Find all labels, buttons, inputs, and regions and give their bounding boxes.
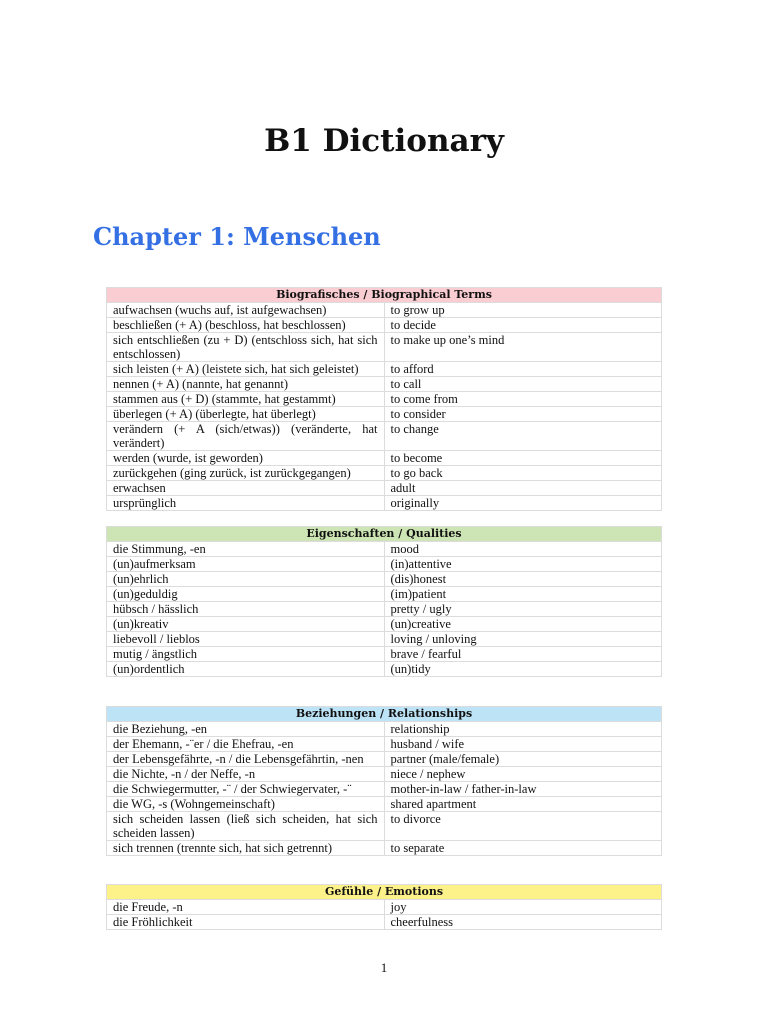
emotions-table	[106, 884, 662, 930]
english-translation: (in)attentive	[384, 557, 662, 572]
table-row	[107, 572, 662, 587]
german-term: die Nichte, -n / der Neffe, -n	[107, 767, 385, 782]
table-row	[107, 737, 662, 752]
german-term: sich trennen (trennte sich, hat sich getrennt)	[107, 841, 385, 856]
table-row	[107, 915, 662, 930]
german-term: die Schwiegermutter, -¨ / der Schwiegervater, -¨	[107, 782, 385, 797]
english-translation: pretty / ugly	[384, 602, 662, 617]
english-translation: originally	[384, 496, 662, 511]
english-translation: (dis)honest	[384, 572, 662, 587]
german-term: sich leisten (+ A) (leistete sich, hat sich geleistet)	[107, 362, 385, 377]
german-term: überlegen (+ A) (überlegte, hat überlegt)	[107, 407, 385, 422]
table-row	[107, 812, 662, 841]
english-translation: mood	[384, 542, 662, 557]
table-row	[107, 662, 662, 677]
german-term: ursprünglich	[107, 496, 385, 511]
english-translation: (im)patient	[384, 587, 662, 602]
english-translation: shared apartment	[384, 797, 662, 812]
german-term: verändern (+ A (sich/etwas)) (veränderte, hat verändert)	[107, 422, 385, 451]
german-term: sich entschließen (zu + D) (entschloss sich, hat sich entschlossen)	[107, 333, 385, 362]
german-term: die Beziehung, -en	[107, 722, 385, 737]
table-row	[107, 318, 662, 333]
table-row	[107, 333, 662, 362]
german-term: der Ehemann, -¨er / die Ehefrau, -en	[107, 737, 385, 752]
english-translation: to consider	[384, 407, 662, 422]
table-row	[107, 617, 662, 632]
german-term: zurückgehen (ging zurück, ist zurückgegangen)	[107, 466, 385, 481]
table-row	[107, 481, 662, 496]
english-translation: to decide	[384, 318, 662, 333]
table-row	[107, 632, 662, 647]
table-header-qualities: Eigenschaften / Qualities	[107, 527, 662, 542]
english-translation: loving / unloving	[384, 632, 662, 647]
german-term: stammen aus (+ D) (stammte, hat gestammt)	[107, 392, 385, 407]
document-title: B1 Dictionary	[264, 123, 504, 159]
german-term: sich scheiden lassen (ließ sich scheiden, hat sich scheiden lassen)	[107, 812, 385, 841]
german-term: werden (wurde, ist geworden)	[107, 451, 385, 466]
english-translation: to call	[384, 377, 662, 392]
english-translation: to grow up	[384, 303, 662, 318]
table-row	[107, 767, 662, 782]
chapter-heading: Chapter 1: Menschen	[93, 222, 381, 251]
table-row	[107, 362, 662, 377]
german-term: (un)ehrlich	[107, 572, 385, 587]
english-translation: to change	[384, 422, 662, 451]
qualities-table	[106, 526, 662, 677]
german-term: die Stimmung, -en	[107, 542, 385, 557]
german-term: (un)aufmerksam	[107, 557, 385, 572]
table-row	[107, 900, 662, 915]
german-term: die WG, -s (Wohngemeinschaft)	[107, 797, 385, 812]
german-term: nennen (+ A) (nannte, hat genannt)	[107, 377, 385, 392]
table-row	[107, 303, 662, 318]
table-row	[107, 407, 662, 422]
english-translation: to afford	[384, 362, 662, 377]
table-row	[107, 557, 662, 572]
table-row	[107, 797, 662, 812]
table-row	[107, 466, 662, 481]
english-translation: niece / nephew	[384, 767, 662, 782]
table-row	[107, 496, 662, 511]
english-translation: cheerfulness	[384, 915, 662, 930]
table-header-relationships: Beziehungen / Relationships	[107, 707, 662, 722]
biographical-terms-table	[106, 287, 662, 511]
german-term: erwachsen	[107, 481, 385, 496]
english-translation: husband / wife	[384, 737, 662, 752]
german-term: beschließen (+ A) (beschloss, hat beschlossen)	[107, 318, 385, 333]
table-row	[107, 647, 662, 662]
english-translation: joy	[384, 900, 662, 915]
english-translation: (un)creative	[384, 617, 662, 632]
german-term: (un)geduldig	[107, 587, 385, 602]
table-row	[107, 542, 662, 557]
english-translation: relationship	[384, 722, 662, 737]
table-row	[107, 841, 662, 856]
german-term: mutig / ängstlich	[107, 647, 385, 662]
english-translation: to go back	[384, 466, 662, 481]
english-translation: to divorce	[384, 812, 662, 841]
table-row	[107, 602, 662, 617]
english-translation: partner (male/female)	[384, 752, 662, 767]
german-term: der Lebensgefährte, -n / die Lebensgefährtin, -nen	[107, 752, 385, 767]
table-row	[107, 451, 662, 466]
german-term: die Fröhlichkeit	[107, 915, 385, 930]
german-term: hübsch / hässlich	[107, 602, 385, 617]
english-translation: adult	[384, 481, 662, 496]
german-term: liebevoll / lieblos	[107, 632, 385, 647]
english-translation: to become	[384, 451, 662, 466]
english-translation: brave / fearful	[384, 647, 662, 662]
page-number: 1	[380, 960, 388, 975]
german-term: (un)ordentlich	[107, 662, 385, 677]
german-term: die Freude, -n	[107, 900, 385, 915]
english-translation: to come from	[384, 392, 662, 407]
table-row	[107, 782, 662, 797]
english-translation: to make up one’s mind	[384, 333, 662, 362]
relationships-table	[106, 706, 662, 856]
table-header-biographical: Biografisches / Biographical Terms	[107, 288, 662, 303]
german-term: (un)kreativ	[107, 617, 385, 632]
table-header-emotions: Gefühle / Emotions	[107, 885, 662, 900]
english-translation: to separate	[384, 841, 662, 856]
table-row	[107, 392, 662, 407]
table-row	[107, 752, 662, 767]
table-row	[107, 587, 662, 602]
english-translation: (un)tidy	[384, 662, 662, 677]
german-term: aufwachsen (wuchs auf, ist aufgewachsen)	[107, 303, 385, 318]
table-row	[107, 377, 662, 392]
english-translation: mother-in-law / father-in-law	[384, 782, 662, 797]
table-row	[107, 422, 662, 451]
table-row	[107, 722, 662, 737]
